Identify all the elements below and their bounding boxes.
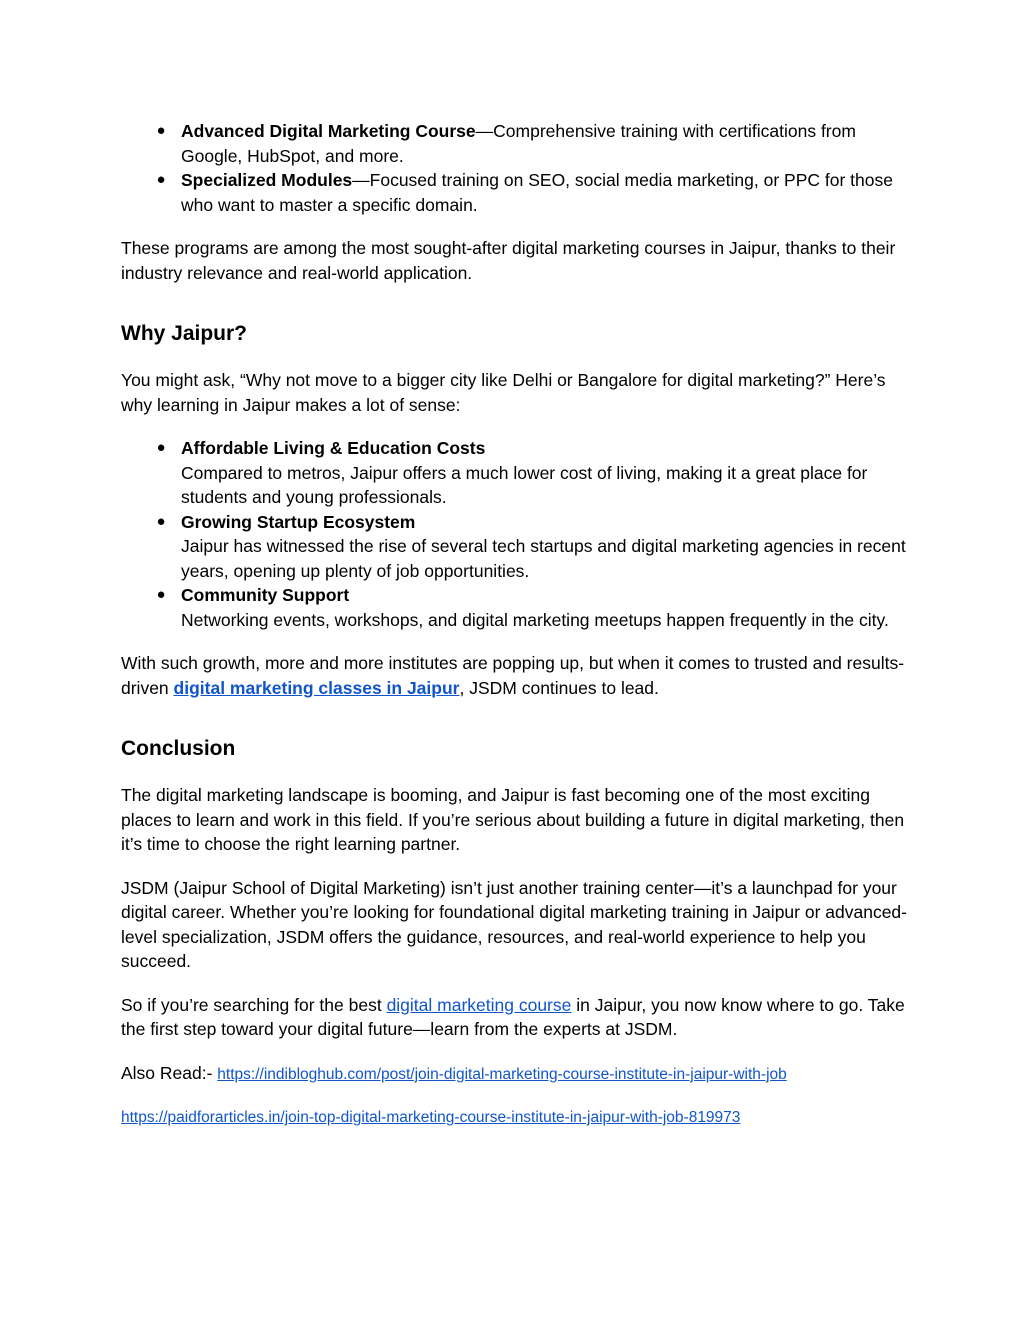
paragraph-text: With such growth, more and more institutes are popping up, but when it comes to trusted and results-driven: [121, 653, 905, 698]
paragraph: These programs are among the most sought-after digital marketing courses in Jaipur, thanks to their industry relevance and real-world application.: [121, 238, 896, 283]
list-item-title: Affordable Living & Education Costs: [181, 438, 486, 458]
paragraph: [121, 651, 921, 700]
digital-marketing-classes-link[interactable]: digital marketing classes in Jaipur: [173, 677, 460, 698]
list-item: [121, 168, 921, 217]
paragraph-text: in Jaipur, you now know where to go. Take the first step toward your digital future—learn from the experts at JSDM.: [121, 994, 905, 1039]
digital-marketing-course-link[interactable]: digital marketing course: [386, 994, 572, 1015]
list-item-text: —Comprehensive training with certifications from Google, HubSpot, and more.: [181, 121, 856, 166]
list-item-title: Advanced Digital Marketing Course: [181, 121, 476, 141]
bullet-icon: ●: [156, 122, 166, 139]
list-item-text: Jaipur has witnessed the rise of several tech startups and digital marketing agencies in recent years, opening up plenty of job opportunities.: [181, 536, 906, 581]
list-item-title: Community Support: [181, 585, 350, 605]
paragraph-text: , JSDM continues to lead.: [459, 677, 659, 698]
list-item-text: Compared to metros, Jaipur offers a much lower cost of living, making it a great place for students and young professionals.: [181, 462, 868, 507]
heading-conclusion: Conclusion: [121, 737, 236, 760]
also-read-line-2: [121, 1104, 921, 1131]
list-item: [121, 119, 921, 168]
heading-why-jaipur: Why Jaipur?: [121, 322, 248, 345]
also-read-link-1[interactable]: https://indibloghub.com/post/join-digital-marketing-course-institute-in-jaipur-with-job: [217, 1065, 787, 1083]
paragraph: The digital marketing landscape is booming, and Jaipur is fast becoming one of the most exciting places to learn and work in this field. If you’re serious about building a future in digital marketing, then it’s time to choose the right learning partner.: [121, 785, 905, 854]
bullet-icon: ●: [156, 439, 166, 456]
document-content: [121, 119, 921, 1131]
list-item-text: Networking events, workshops, and digital marketing meetups happen frequently in the city.: [181, 609, 889, 630]
paragraph-text: So if you’re searching for the best: [121, 994, 387, 1015]
list-item-text: —Focused training on SEO, social media marketing, or PPC for those who want to master a specific domain.: [181, 170, 893, 215]
bullet-icon: ●: [156, 586, 166, 603]
paragraph: You might ask, “Why not move to a bigger city like Delhi or Bangalore for digital marketing?” Here’s why learning in Jaipur makes a lot of sense:: [121, 370, 886, 415]
paragraph: [121, 993, 921, 1042]
also-read-link-2[interactable]: https://paidforarticles.in/join-top-digital-marketing-course-institute-in-jaipur-with-job-819973: [121, 1109, 741, 1126]
list-item: [121, 510, 921, 584]
list-item: [121, 436, 921, 510]
paragraph: JSDM (Jaipur School of Digital Marketing) isn’t just another training center—it’s a launchpad for your digital career. Whether you’re looking for foundational digital marketing training in Jaipur or advanced-level specialization, JSDM offers the guidance, resources, and real-world experience to help you succeed.: [121, 877, 907, 971]
list-item-title: Specialized Modules: [181, 170, 353, 190]
list-item: [121, 583, 921, 632]
also-read-label: Also Read:-: [121, 1062, 218, 1083]
bullet-icon: ●: [156, 512, 166, 530]
bullet-icon: ●: [156, 171, 166, 188]
course-list: [121, 119, 921, 217]
list-item-title: Growing Startup Ecosystem: [181, 511, 416, 532]
also-read-line: [121, 1061, 921, 1088]
reasons-list: [121, 436, 921, 632]
